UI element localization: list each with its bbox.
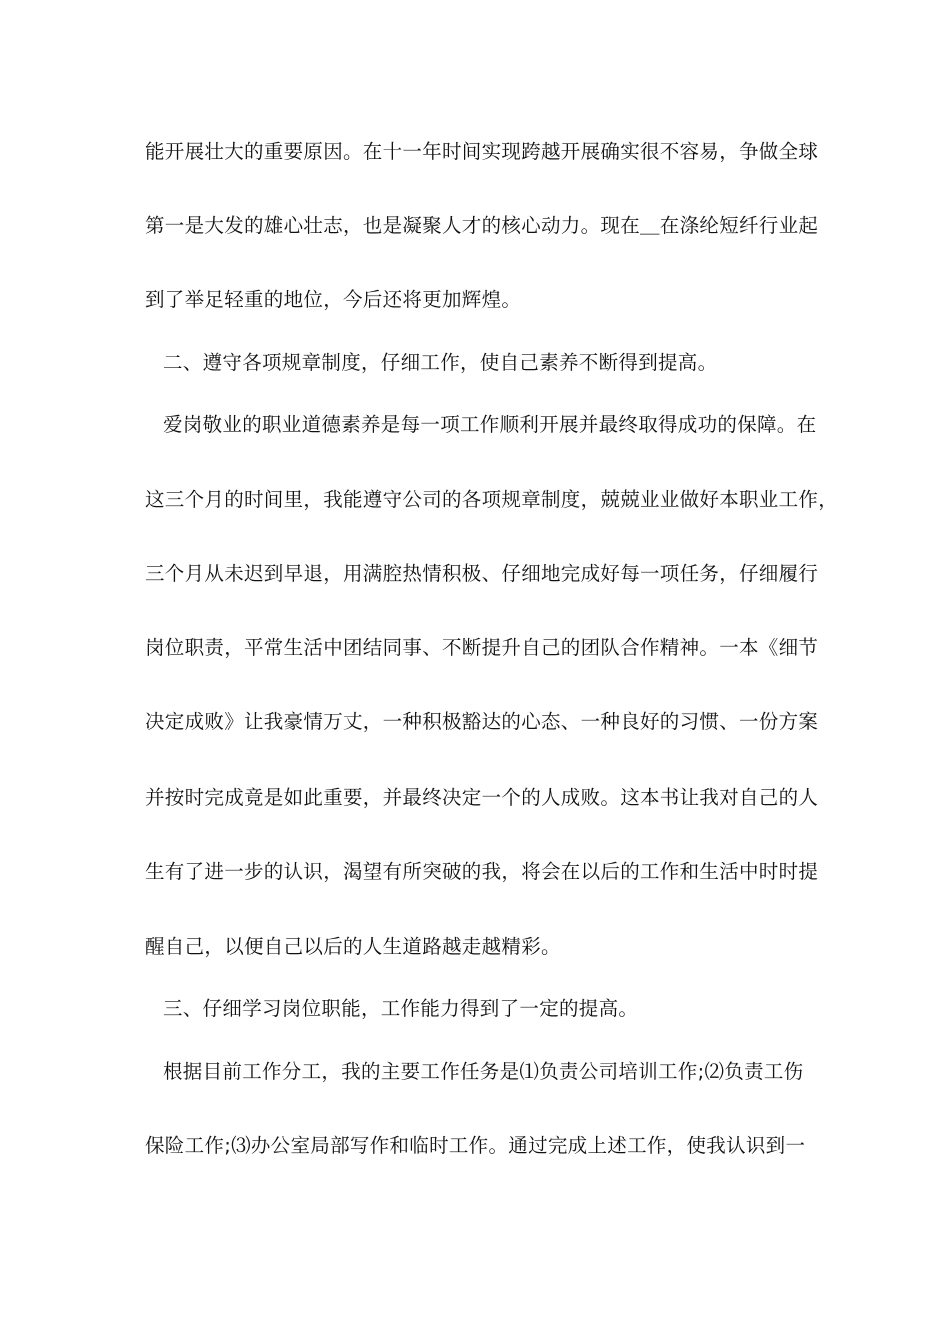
body-text-line: 醒自己，以便自己以后的人生道路越走越精彩。 — [145, 935, 561, 958]
body-text-line: 到了举足轻重的地位，今后还将更加辉煌。 — [145, 288, 522, 311]
section-heading: 二、遵守各项规章制度，仔细工作，使自己素养不断得到提高。 — [163, 351, 718, 374]
paragraph-first-line: 爱岗敬业的职业道德素养是每一项工作顺利开展并最终取得成功的保障。在 — [163, 413, 817, 436]
body-text-line: 三个月从未迟到早退，用满腔热情积极、仔细地完成好每一项任务，仔细履行 — [145, 562, 819, 585]
body-text-line: 决定成败》让我豪情万丈，一种积极豁达的心态、一种良好的习惯、一份方案 — [145, 710, 819, 733]
body-text-line: 保险工作;⑶办公室局部写作和临时工作。通过完成上述工作，使我认识到一 — [145, 1134, 806, 1157]
section-heading: 三、仔细学习岗位职能，工作能力得到了一定的提高。 — [163, 997, 639, 1020]
body-text-line: 能开展壮大的重要原因。在十一年时间实现跨越开展确实很不容易，争做全球 — [145, 140, 819, 163]
body-text-line: 岗位职责，平常生活中团结同事、不断提升自己的团队合作精神。一本《细节 — [145, 636, 819, 659]
body-text-line: 并按时完成竟是如此重要，并最终决定一个的人成败。这本书让我对自己的人 — [145, 786, 819, 809]
body-text-line: 这三个月的时间里，我能遵守公司的各项规章制度，兢兢业业做好本职业工作， — [145, 488, 839, 511]
paragraph-first-line: 根据目前工作分工，我的主要工作任务是⑴负责公司培训工作;⑵负责工伤 — [163, 1060, 804, 1083]
body-text-line: 生有了进一步的认识，渴望有所突破的我，将会在以后的工作和生活中时时提 — [145, 860, 819, 883]
body-text-line: 第一是大发的雄心壮志，也是凝聚人才的核心动力。现在＿在涤纶短纤行业起 — [145, 214, 819, 237]
